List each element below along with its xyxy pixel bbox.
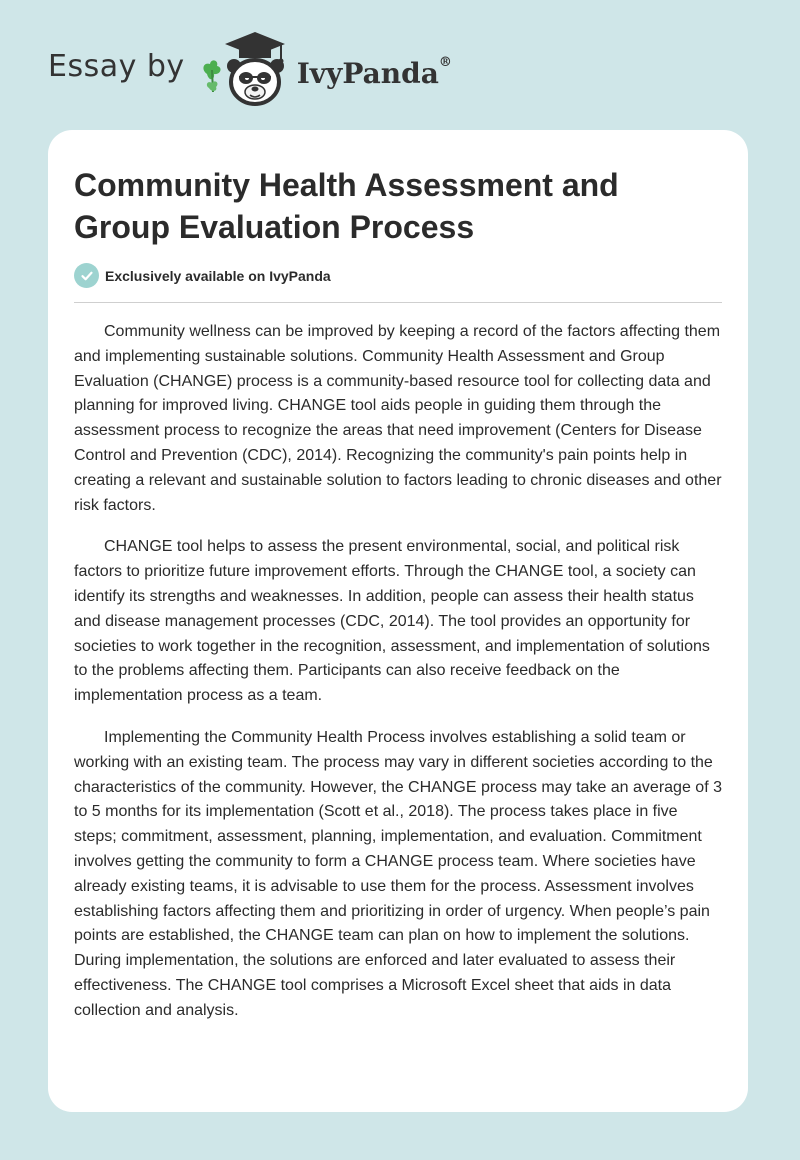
checkmark-icon	[74, 263, 99, 288]
exclusive-label: Exclusively available on IvyPanda	[105, 267, 331, 284]
divider	[74, 302, 722, 303]
brand-name-text: IvyPanda	[296, 56, 439, 90]
site-header	[48, 30, 452, 110]
registered-mark: ®	[438, 54, 452, 70]
ivy-leaf-icon	[203, 60, 220, 92]
exclusive-badge	[74, 263, 331, 288]
page-title: Community Health Assessment and Group Evaluation Process	[74, 167, 619, 245]
article-body	[74, 320, 724, 1041]
paragraph: CHANGE tool helps to assess the present environmental, social, and political risk factors to prioritize future improvement efforts. Through the CHANGE tool, a society can identify its strengths and weaknesses. In addition, people can assess their health status and disease management processes (CDC, 2014). The tool provides an opportunity for societies to work together in the recognition, assessment, and implementation of solutions to the problems affecting them. Participants can also receive feedback on the implementation process as a team.	[74, 538, 710, 705]
brand-name	[296, 54, 452, 90]
essay-by-label: Essay by	[48, 48, 185, 84]
paragraph: Implementing the Community Health Process involves establishing a solid team or working with an existing team. The process may vary in different societies according to the characteristics of the community. However, the CHANGE process may take an average of 3 to 5 months for its implementation (Scott et al., 2018). The process takes place in five steps; commitment, assessment, planning, implementation, and evaluation. Commitment involves getting the community to form a CHANGE process team. Where societies have already existing teams, it is advisable to use them for the process. Assessment involves establishing factors affecting them and prioritizing in order of urgency. When people’s pain points are established, the CHANGE team can plan on how to implement the solutions. During implementation, the solutions are enforced and later evaluated to assess their effectiveness. The CHANGE tool comprises a Microsoft Excel sheet that aids in data collection and analysis.	[74, 728, 722, 1019]
article-card	[48, 130, 748, 1112]
panda-logo-icon[interactable]	[199, 30, 289, 110]
paragraph: Community wellness can be improved by keeping a record of the factors affecting them and implementing sustainable solutions. Community Health Assessment and Group Evaluation (CHANGE) process is a community-based resource tool for collecting data and planning for improved living. CHANGE tool aids people in guiding them through the assessment process to recognize the areas that need improvement (Centers for Disease Control and Prevention (CDC), 2014). Recognizing the community's pain points help in creating a relevant and sustainable solution to factors leading to chronic diseases and other risk factors.	[74, 323, 722, 514]
